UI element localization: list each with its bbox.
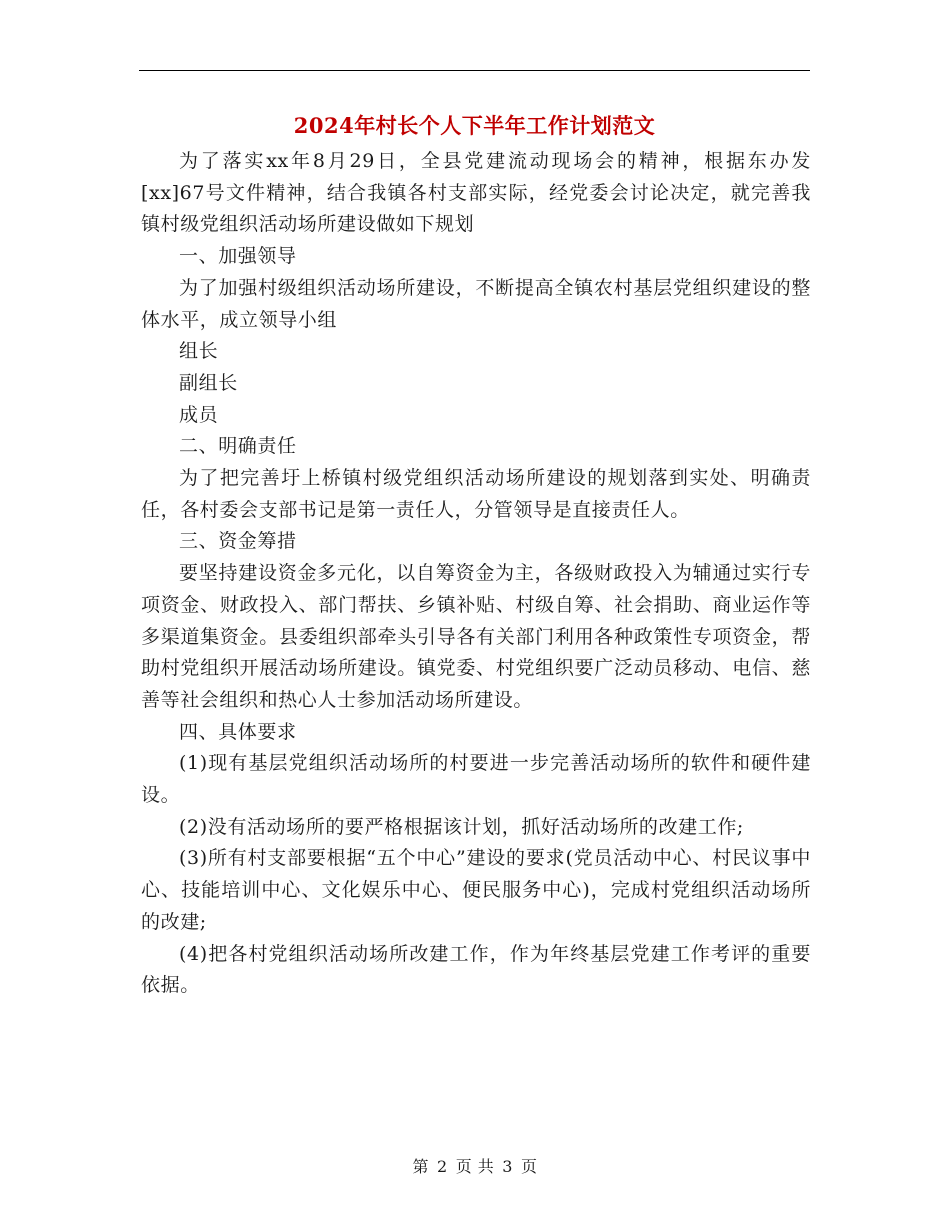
- footer-total-pages: 3: [502, 1157, 513, 1176]
- intro-paragraph: 为了落实xx年8月29日，全县党建流动现场会的精神，根据东办发[xx]67号文件精神，结合我镇各村支部实际，经党委会讨论决定，就完善我镇村级党组织活动场所建设做如下规划: [141, 150, 811, 236]
- document-title: 2024年村长个人下半年工作计划范文: [293, 113, 656, 138]
- section-heading-3: 三、资金筹措: [179, 530, 297, 553]
- requirement-item: (2)没有活动场所的要严格根据该计划，抓好活动场所的改建工作;: [179, 815, 744, 838]
- footer-suffix: 页: [520, 1157, 538, 1176]
- role-deputy-leader: 副组长: [179, 371, 238, 394]
- section-heading-4: 四、具体要求: [179, 720, 297, 743]
- footer-middle: 页 共: [455, 1157, 495, 1176]
- header-rule: [139, 70, 810, 71]
- section-heading-1: 一、加强领导: [179, 245, 297, 268]
- role-leader: 组长: [179, 340, 219, 363]
- document-body: [141, 146, 811, 1002]
- paragraph: 要坚持建设资金多元化，以自筹资金为主，各级财政投入为辅通过实行专项资金、财政投入、部门帮扶、乡镇补贴、村级自筹、社会捐助、商业运作等多渠道集资金。县委组织部牵头引导各有关部门利用各种政策性专项资金，帮助村党组织开展活动场所建设。镇党委、村党组织要广泛动员移动、电信、慈善等社会组织和热心人士参加活动场所建设。: [141, 562, 811, 711]
- footer-prefix: 第: [412, 1157, 430, 1176]
- paragraph: 为了加强村级组织活动场所建设，不断提高全镇农村基层党组织建设的整体水平，成立领导小组: [141, 276, 811, 331]
- section-heading-2: 二、明确责任: [179, 435, 297, 458]
- requirement-item: (3)所有村支部要根据“五个中心”建设的要求(党员活动中心、村民议事中心、技能培训中心、文化娱乐中心、便民服务中心)，完成村党组织活动场所的改建;: [141, 847, 811, 933]
- page-footer: [0, 1154, 950, 1177]
- requirement-item: (1)现有基层党组织活动场所的村要进一步完善活动场所的软件和硬件建设。: [141, 752, 811, 807]
- requirement-item: (4)把各村党组织活动场所改建工作，作为年终基层党建工作考评的重要依据。: [141, 942, 811, 997]
- footer-current-page: 2: [437, 1157, 448, 1176]
- role-members: 成员: [179, 403, 219, 426]
- paragraph: 为了把完善圩上桥镇村级党组织活动场所建设的规划落到实处、明确责任，各村委会支部书记是第一责任人，分管领导是直接责任人。: [141, 467, 811, 521]
